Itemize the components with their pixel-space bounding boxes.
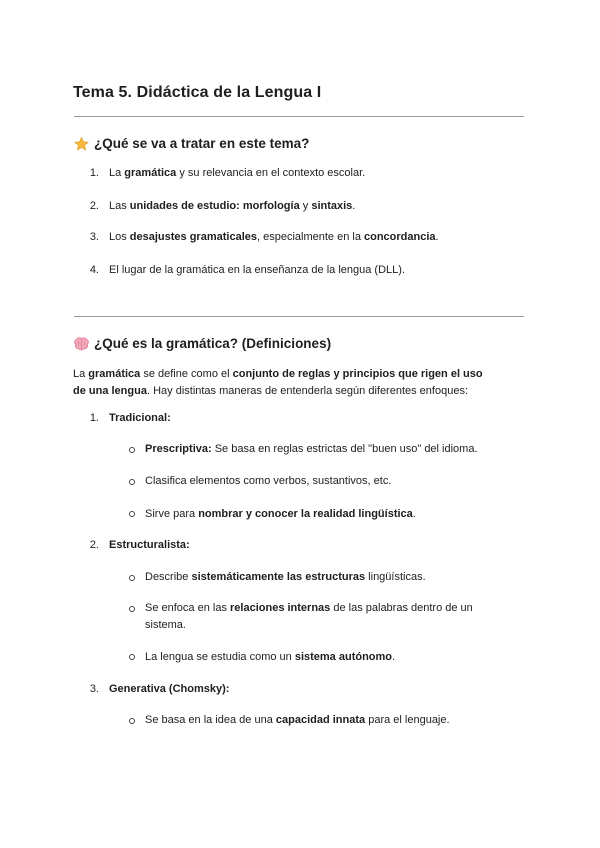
bullet-text: Se basa en la idea de una capacidad innata para el lenguaje. xyxy=(145,714,450,726)
bullet-text: Sirve para nombrar y conocer la realidad lingüística. xyxy=(145,508,416,520)
bullet-icon xyxy=(129,479,135,485)
page-title: Tema 5. Didáctica de la Lengua I xyxy=(73,84,322,101)
section-heading-text: ¿Qué se va a tratar en este tema? xyxy=(94,136,310,151)
brain-emoji-icon xyxy=(73,337,90,351)
section-heading-text: ¿Qué es la gramática? (Definiciones) xyxy=(94,336,332,351)
bullet-text: Se enfoca en las relaciones internas de las palabras dentro de un sistema. xyxy=(145,602,473,631)
bullet-icon xyxy=(129,654,135,660)
bullet-text: Prescriptiva: Se basa en reglas estrictas del "buen uso" del idioma. xyxy=(145,443,478,455)
list-item-text: La gramática y su relevancia en el contexto escolar. xyxy=(109,167,366,179)
list-item-text: Las unidades de estudio: morfología y sintaxis. xyxy=(109,200,356,212)
bullet-icon xyxy=(129,606,135,612)
list-item-text: El lugar de la gramática en la enseñanza de la lengua (DLL). xyxy=(109,264,405,276)
list-number: 3. xyxy=(89,231,99,243)
list-number: 3. xyxy=(89,683,99,695)
list-number: 4. xyxy=(89,264,99,276)
approach-name: Generativa (Chomsky): xyxy=(109,683,230,695)
section-heading-topics xyxy=(73,136,309,151)
bullet-icon xyxy=(129,511,135,517)
list-item-text: Los desajustes gramaticales, especialmente en la concordancia. xyxy=(109,231,439,243)
list-number: 1. xyxy=(89,167,99,179)
bullet-icon xyxy=(129,575,135,581)
divider xyxy=(74,316,524,317)
divider xyxy=(74,116,524,117)
approach-name: Tradicional: xyxy=(109,412,171,424)
list-number: 1. xyxy=(89,412,99,424)
bullet-text: La lengua se estudia como un sistema autónomo. xyxy=(145,651,396,663)
list-number: 2. xyxy=(89,200,99,212)
section-heading-definitions xyxy=(73,336,331,351)
bullet-icon xyxy=(129,447,135,453)
approach-name: Estructuralista: xyxy=(109,539,190,551)
list-number: 2. xyxy=(89,539,99,551)
bullet-text: Describe sistemáticamente las estructuras lingüísticas. xyxy=(145,571,426,583)
bullet-icon xyxy=(129,718,135,724)
star-emoji-icon xyxy=(73,137,90,151)
document-page: Tema 5. Didáctica de la Lengua I ¿Qué se va a tratar en este tema? 1. La gramática y su relevancia en el contexto escolar. 2. Las unidades de estudio: morfología y sintaxis. 3. Los desajustes gramaticales, especialmente en la concordancia. 4. El lugar de la gramática en la enseñanza de la lengua (DLL). ¿Qué es la gramática? (Definiciones) La gramática se define como el conjunto de reglas y principios que rigen el uso de una lengua. Hay distintas maneras de entenderla según diferentes enfoques: 1. Tradicional: Prescriptiva: Se basa en reglas estrictas del "buen uso" del idioma. Clasifica elementos como verbos, sustantivos, etc. Sirve para nombrar y conocer la realidad lingüística. 2. Estructuralista: Describe sistemáticamente las estructuras lingüísticas. Se enfoca en las relaciones internas de las palabras dentro de un sistema. La lengua se estudia como un sistema autónomo. 3. Generativa (Chomsky): Se basa en la idea de una capacidad innata para el lenguaje. xyxy=(0,0,600,848)
bullet-text: Clasifica elementos como verbos, sustantivos, etc. xyxy=(145,475,392,487)
